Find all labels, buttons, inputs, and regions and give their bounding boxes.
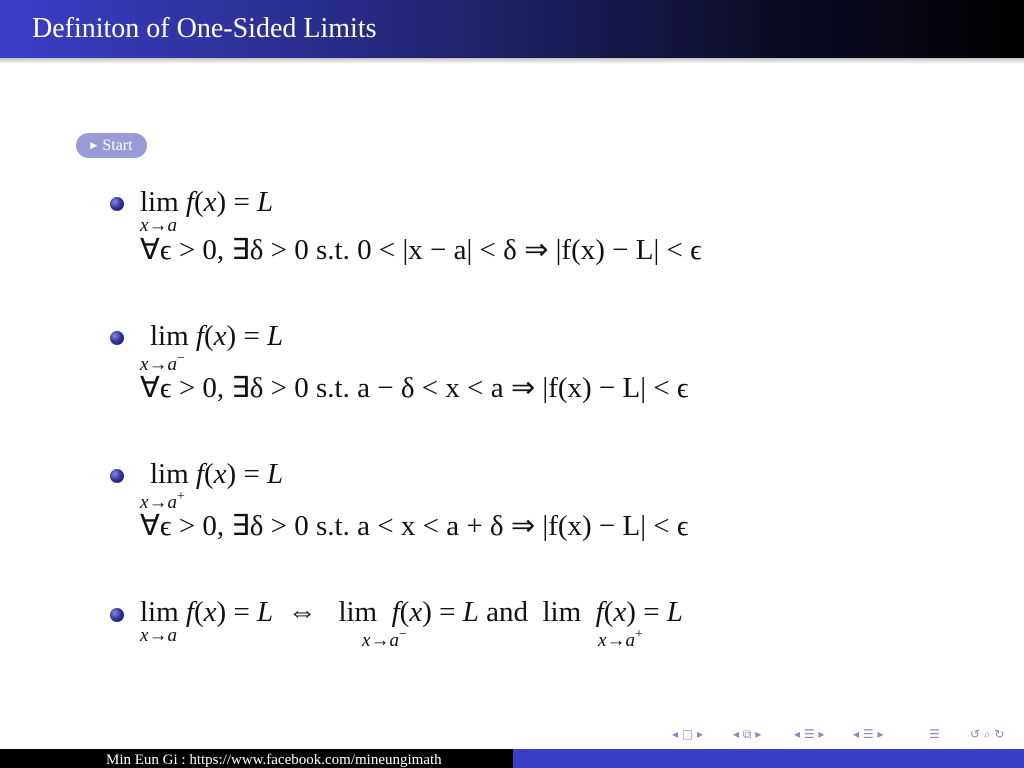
right-subscript: x→a+ [598,627,643,651]
two-sided-subscript: x→a [140,625,177,646]
nav-toc-icon[interactable]: ☰ [929,727,940,741]
right-epsilon-delta-definition: ∀ϵ > 0, ∃δ > 0 s.t. a < x < a + δ ⇒ |f(x) − L| < ϵ [140,510,689,542]
right-limit-subscript: x→a+ [140,489,185,513]
play-triangle-icon: ▶ [90,140,98,150]
left-subscript: x→a− [362,627,407,651]
nav-section-icon[interactable]: ◂ ☰ ▸ [794,727,825,741]
bullet-icon [110,331,124,345]
bullet-icon [110,608,124,622]
title-bar [0,0,1024,58]
limit-equivalence: lim f(x) = L ⇔ lim f(x) = L and lim f(x) = L [140,596,683,628]
bullet-icon [110,469,124,483]
nav-search-icon[interactable]: ↺ ⌕ ↻ [970,727,1005,741]
slide-title: Definiton of One-Sided Limits [32,13,377,44]
left-epsilon-delta-definition: ∀ϵ > 0, ∃δ > 0 s.t. a − δ < x < a ⇒ |f(x) − L| < ϵ [140,372,689,404]
nav-subsection-icon[interactable]: ◂ ⧉ ▸ [733,727,762,741]
limit-expression: lim f(x) = L [140,186,274,218]
footer-author-bar [0,749,513,768]
bullet-icon [110,197,124,211]
nav-prev-frame-icon[interactable]: ◂ □ ▸ [672,727,704,741]
nav-part-icon[interactable]: ◂ ☰ ▸ [853,727,884,741]
start-button-label: Start [102,136,133,154]
left-limit-expression: lim f(x) = L [150,320,284,352]
right-limit-expression: lim f(x) = L [150,458,284,490]
footer-author: Min Eun Gi : https://www.facebook.com/mineungimath [106,752,442,768]
left-limit-subscript: x→a− [140,351,185,375]
limit-subscript: x→a [140,215,177,236]
footer-title-bar [513,749,1024,768]
epsilon-delta-definition: ∀ϵ > 0, ∃δ > 0 s.t. 0 < |x − a| < δ ⇒ |f(x) − L| < ϵ [140,234,702,266]
start-button[interactable] [76,133,147,158]
